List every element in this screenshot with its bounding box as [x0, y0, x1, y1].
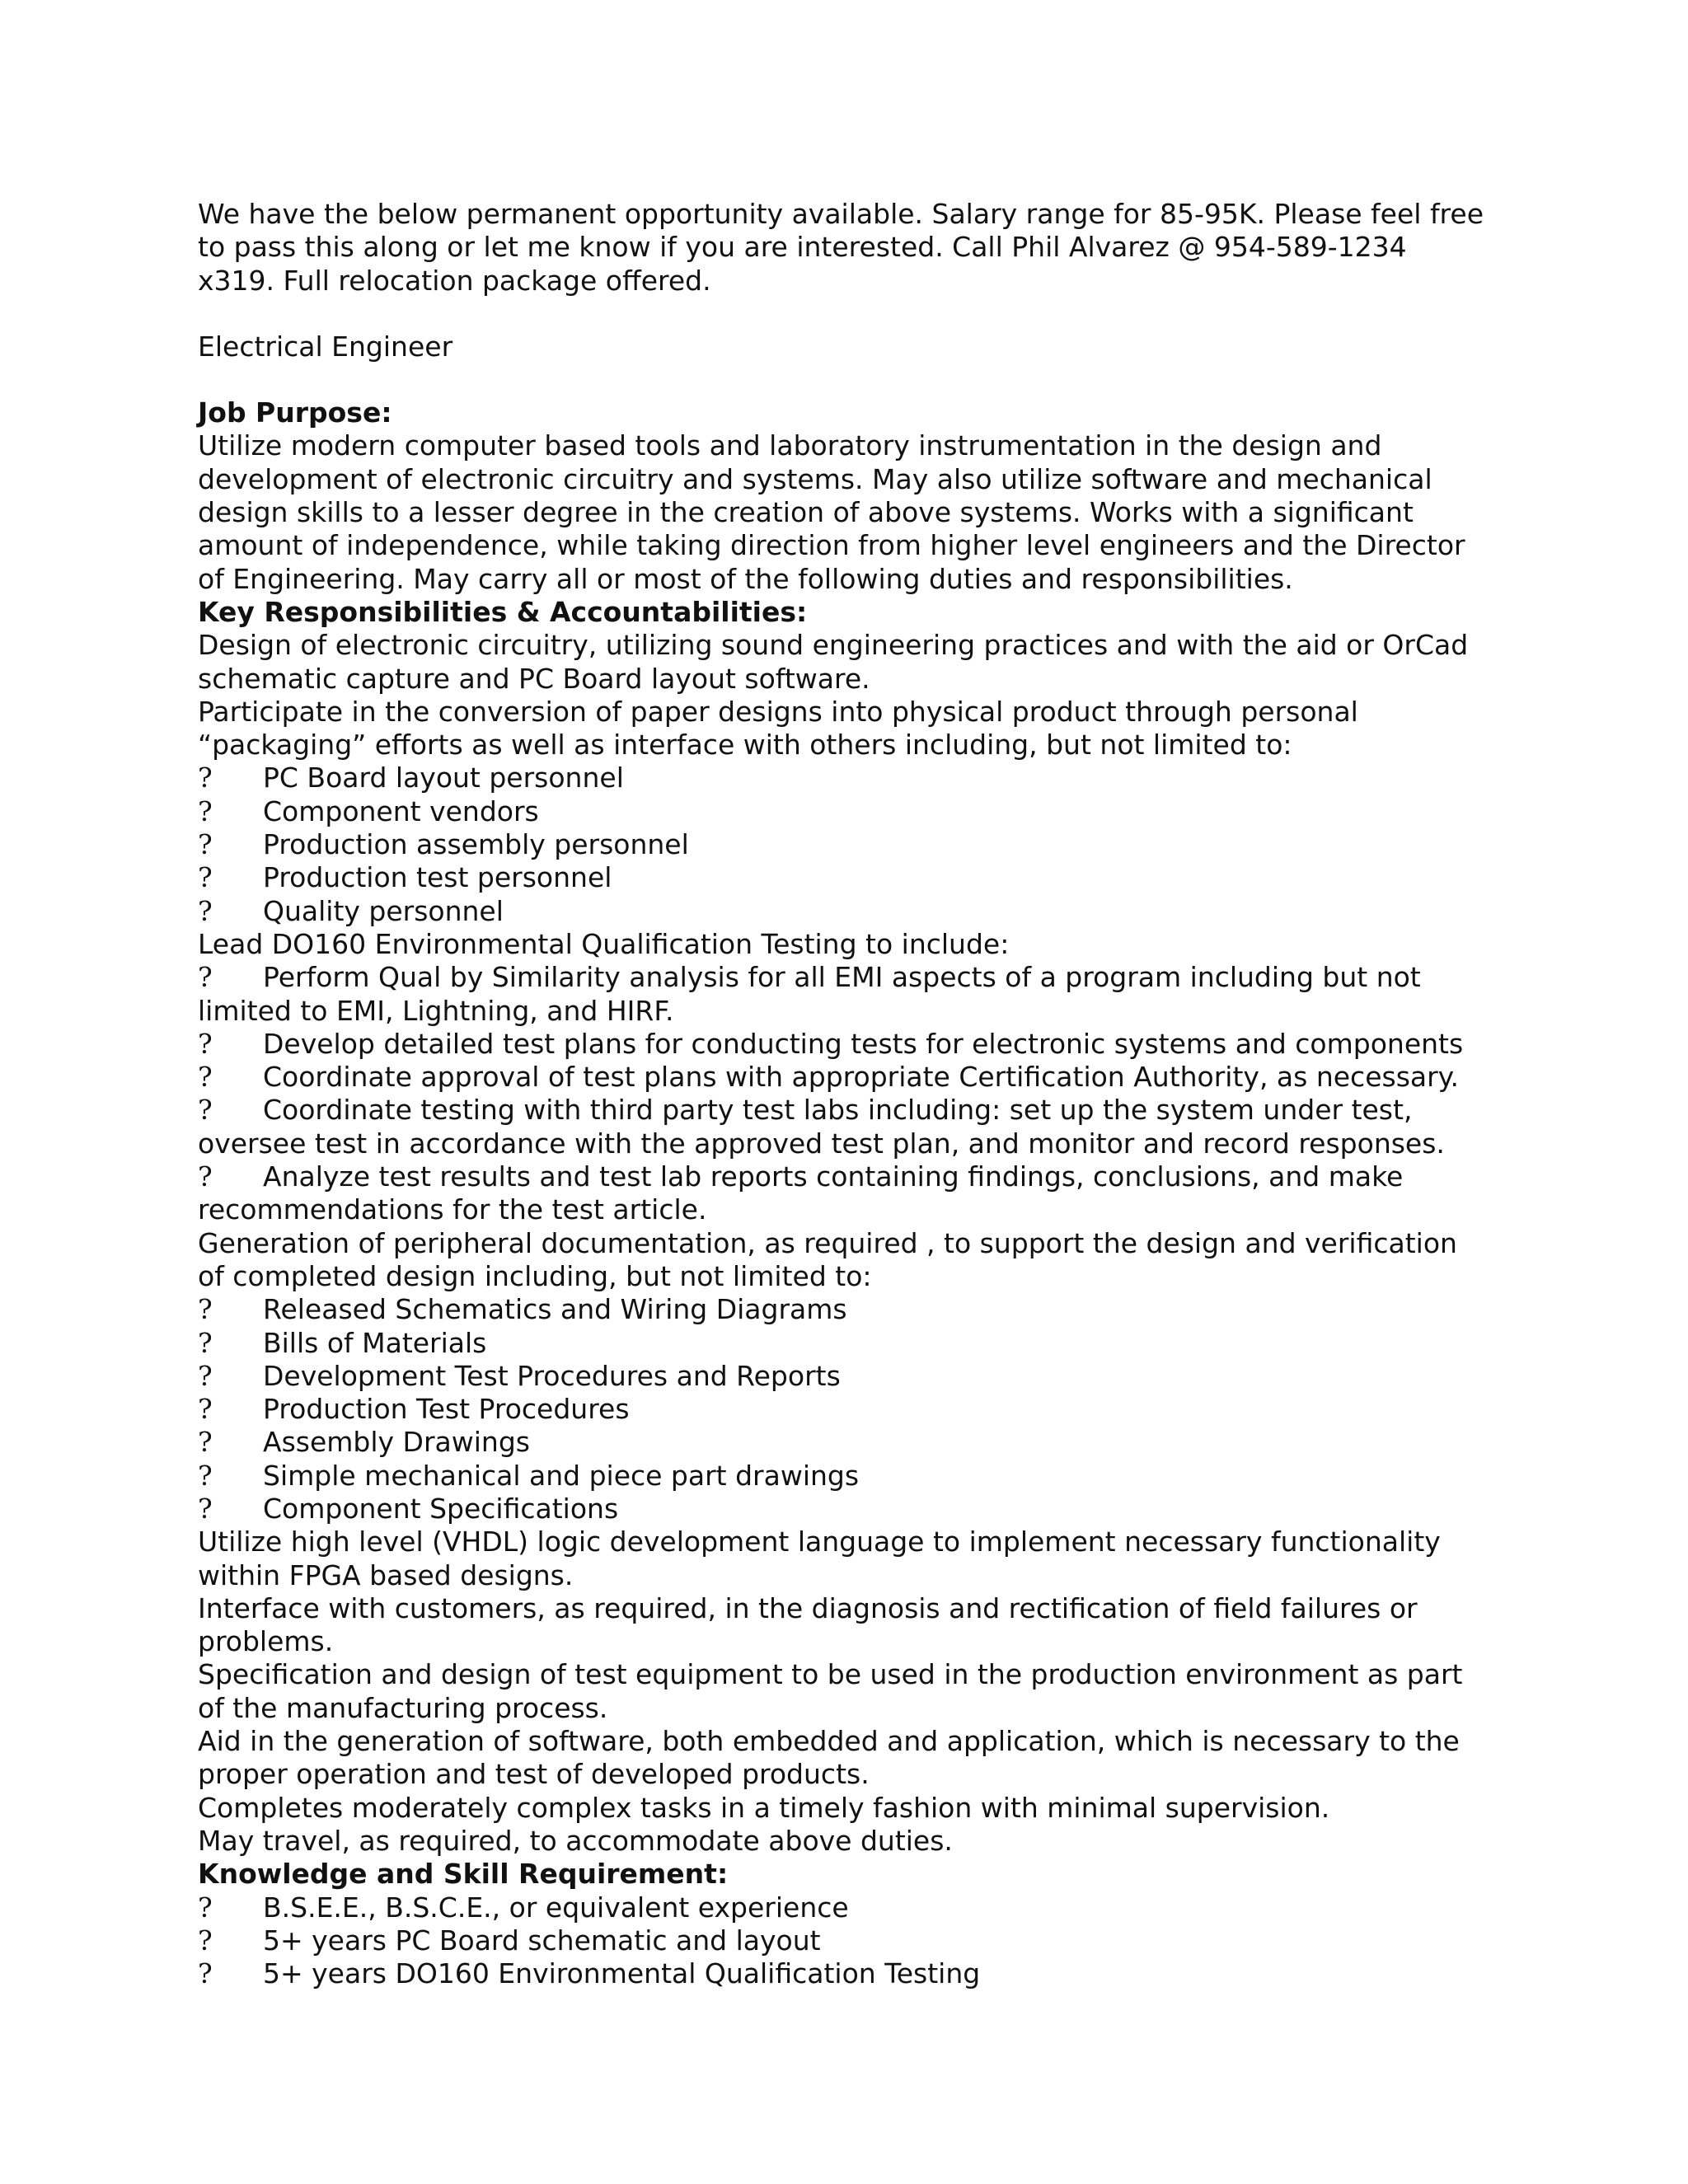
list-item-text: Production Test Procedures — [263, 1393, 630, 1426]
list-item-text: Coordinate approval of test plans with appropriate Certification Authority, as necessary. — [263, 1061, 1459, 1094]
vhdl-paragraph: Utilize high level (VHDL) logic development language to implement necessary functionality within FPGA based designs. — [198, 1526, 1441, 1591]
list-item — [198, 1160, 1492, 1227]
participate-paragraph: Participate in the conversion of paper designs into physical product through personal “packaging” efforts as well as interface with others including, but not limited to: — [198, 695, 1358, 762]
list-item — [198, 961, 1492, 1028]
list-item-text: Production assembly personnel — [263, 828, 689, 861]
list-item — [198, 1028, 1492, 1061]
list-item-text: Simple mechanical and piece part drawings — [263, 1459, 860, 1492]
bullet-marker: ? — [198, 1027, 213, 1060]
list-item — [198, 828, 1492, 861]
bullet-marker: ? — [198, 861, 213, 894]
job-purpose-text: Utilize modern computer based tools and laboratory instrumentation in the design and development of electronic circuitry and systems. May also utilize software and mechanical design skills to a lesser degree in the creation of above systems. Works with a significant amount of independence, while taking direction from higher level engineers and the Director of Engineering. May carry all or most of the following duties and responsibilities. — [198, 429, 1465, 595]
bullet-marker: ? — [198, 828, 213, 861]
intro-paragraph: We have the below permanent opportunity available. Salary range for 85-95K. Please feel free to pass this along or let me know if you are interested. Call Phil Alvarez @ 954-589-1234 x319. Full relocation package offered. — [198, 198, 1484, 297]
list-item-text: Bills of Materials — [263, 1326, 487, 1359]
bullet-marker: ? — [198, 1094, 213, 1127]
list-item — [198, 1891, 1492, 1924]
knowledge-heading: Knowledge and Skill Requirement: — [198, 1858, 729, 1891]
bullet-marker: ? — [198, 794, 213, 827]
bullet-marker: ? — [198, 1160, 213, 1193]
list-item-text: 5+ years PC Board schematic and layout — [263, 1924, 821, 1957]
bullet-marker: ? — [198, 1891, 213, 1924]
key-responsibilities-heading: Key Responsibilities & Accountabilities: — [198, 595, 808, 628]
bullet-marker: ? — [198, 1957, 213, 1990]
list-item — [198, 1957, 1492, 1990]
list-item — [198, 1293, 1492, 1326]
bullet-marker: ? — [198, 1459, 213, 1492]
list-item-text: Component vendors — [263, 794, 539, 827]
list-item — [198, 861, 1492, 894]
list-item — [198, 795, 1492, 828]
bullet-marker: ? — [198, 1061, 213, 1094]
list-item — [198, 1327, 1492, 1360]
job-title: Electrical Engineer — [198, 330, 453, 363]
list-item-text: Perform Qual by Similarity analysis for all EMI aspects of a program including but not limited to EMI, Lightning, and HIRF. — [198, 961, 1421, 1027]
list-item — [198, 1493, 1492, 1526]
list-item-text: Quality personnel — [263, 894, 504, 927]
bullet-marker: ? — [198, 1326, 213, 1359]
list-item-text: PC Board layout personnel — [263, 762, 624, 794]
list-item — [198, 895, 1492, 928]
list-item-text: B.S.E.E., B.S.C.E., or equivalent experience — [263, 1891, 849, 1924]
bullet-marker: ? — [198, 1293, 213, 1326]
spacer — [198, 298, 1492, 330]
bullet-marker: ? — [198, 1359, 213, 1392]
lead-paragraph: Lead DO160 Environmental Qualification Testing to include: — [198, 927, 1010, 960]
list-item-text: Development Test Procedures and Reports — [263, 1359, 841, 1392]
software-paragraph: Aid in the generation of software, both embedded and application, which is necessary to the proper operation and test of developed products. — [198, 1725, 1460, 1791]
list-item — [198, 1360, 1492, 1393]
job-posting-document — [198, 198, 1492, 1990]
tasks-paragraph: Completes moderately complex tasks in a timely fashion with minimal supervision. — [198, 1791, 1330, 1824]
bullet-marker: ? — [198, 1393, 213, 1426]
list-item-text: Assembly Drawings — [263, 1426, 530, 1459]
customers-paragraph: Interface with customers, as required, in the diagnosis and rectification of field failures or problems. — [198, 1591, 1418, 1658]
bullet-marker: ? — [198, 1924, 213, 1957]
bullet-marker: ? — [198, 1426, 213, 1459]
list-item-text: Production test personnel — [263, 861, 612, 894]
list-item — [198, 1426, 1492, 1459]
bullet-marker: ? — [198, 961, 213, 994]
generation-paragraph: Generation of peripheral documentation, as required , to support the design and verification of completed design including, but not limited to: — [198, 1226, 1457, 1292]
list-item-text: 5+ years DO160 Environmental Qualification Testing — [263, 1957, 981, 1990]
list-item-text: Component Specifications — [263, 1492, 619, 1525]
list-item-text: Analyze test results and test lab reports containing findings, conclusions, and make recommendations for the test article. — [198, 1160, 1404, 1226]
test-equipment-paragraph: Specification and design of test equipment to be used in the production environment as part of the manufacturing process. — [198, 1658, 1463, 1724]
list-item — [198, 1460, 1492, 1493]
job-purpose-heading: Job Purpose: — [198, 396, 392, 429]
bullet-marker: ? — [198, 894, 213, 927]
list-item — [198, 1061, 1492, 1094]
list-item-text: Released Schematics and Wiring Diagrams — [263, 1293, 847, 1326]
design-paragraph: Design of electronic circuitry, utilizing sound engineering practices and with the aid or OrCad schematic capture and PC Board layout software. — [198, 629, 1469, 695]
bullet-marker: ? — [198, 762, 213, 794]
spacer — [198, 363, 1492, 396]
list-item — [198, 1924, 1492, 1957]
list-item — [198, 1393, 1492, 1426]
list-item — [198, 1094, 1492, 1160]
list-item — [198, 762, 1492, 794]
list-item-text: Develop detailed test plans for conducting tests for electronic systems and components — [263, 1027, 1464, 1060]
list-item-text: Coordinate testing with third party test labs including: set up the system under test, oversee test in accordance with the approved test plan, and monitor and record responses. — [198, 1094, 1445, 1160]
bullet-marker: ? — [198, 1492, 213, 1525]
travel-paragraph: May travel, as required, to accommodate above duties. — [198, 1824, 953, 1857]
